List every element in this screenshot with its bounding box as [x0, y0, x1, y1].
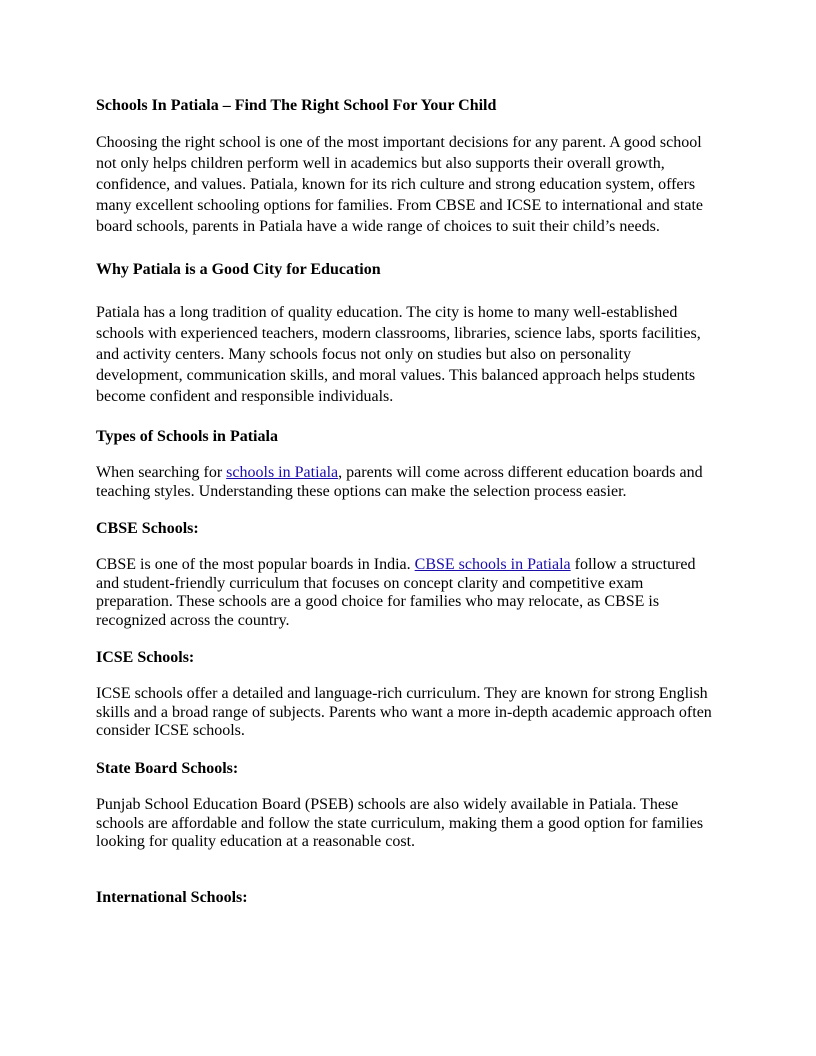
schools-in-patiala-link[interactable]: schools in Patiala [226, 464, 339, 481]
types-text-after: , parents will come across different education boards and teaching styles. Understanding these options can make the selection process easier. [96, 464, 703, 500]
cbse-text-before: CBSE is one of the most popular boards in India. [96, 556, 415, 573]
cbse-heading: CBSE Schools: [96, 520, 199, 537]
state-board-heading: State Board Schools: [96, 760, 239, 777]
page-title: Schools In Patiala – Find The Right School For Your Child [96, 97, 497, 114]
icse-paragraph: ICSE schools offer a detailed and language-rich curriculum. They are known for strong English skills and a broad range of subjects. Parents who want a more in-depth academic approach often consider ICSE schools. [96, 685, 712, 739]
cbse-text-after: follow a structured and student-friendly curriculum that focuses on concept clarity and competitive exam preparation. These schools are a good choice for families who may relocate, as CBSE is recognized across the country. [96, 556, 696, 629]
types-heading: Types of Schools in Patiala [96, 428, 278, 445]
why-heading: Why Patiala is a Good City for Education [96, 261, 381, 278]
types-paragraph [96, 464, 720, 501]
icse-heading: ICSE Schools: [96, 649, 195, 666]
cbse-paragraph [96, 556, 720, 630]
why-paragraph: Patiala has a long tradition of quality education. The city is home to many well-established schools with experienced teachers, modern classrooms, libraries, science labs, sports facilities, and activity centers. Many schools focus not only on studies but also on personality development, communication skills, and moral values. This balanced approach helps students become confident and responsible individuals. [96, 304, 701, 405]
types-text-before: When searching for [96, 464, 227, 481]
state-board-paragraph: Punjab School Education Board (PSEB) schools are also widely available in Patiala. These schools are affordable and follow the state curriculum, making them a good option for families looking for quality education at a reasonable cost. [96, 796, 704, 850]
intro-paragraph: Choosing the right school is one of the most important decisions for any parent. A good school not only helps children perform well in academics but also supports their overall growth, confidence, and values. Patiala, known for its rich culture and strong education system, offers many excellent schooling options for families. From CBSE and ICSE to international and state board schools, parents in Patiala have a wide range of choices to suit their child’s needs. [96, 134, 704, 235]
international-heading: International Schools: [96, 889, 248, 906]
cbse-schools-link[interactable]: CBSE schools in Patiala [414, 556, 571, 573]
